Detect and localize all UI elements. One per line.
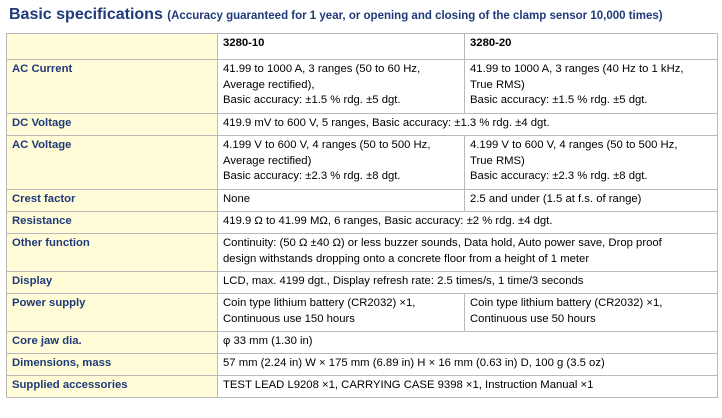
model-header: 3280-10 — [218, 34, 465, 60]
row-label: Crest factor — [7, 190, 218, 212]
spec-cell — [218, 212, 718, 234]
cell-line: 41.99 to 1000 A, 3 ranges (50 to 60 Hz, — [223, 63, 421, 75]
spec-note: (Accuracy guaranteed for 1 year, or opening and closing of the clamp sensor 10,000 times) — [167, 10, 663, 22]
spec-cell — [465, 190, 718, 212]
cell-line: Coin type lithium battery (CR2032) ×1, — [223, 297, 416, 309]
page-title — [9, 6, 663, 24]
spec-cell — [218, 354, 718, 376]
table-row — [7, 212, 718, 234]
table-header-row — [7, 34, 718, 60]
spec-cell — [218, 332, 718, 354]
row-label: DC Voltage — [7, 114, 218, 136]
spec-table — [6, 33, 718, 398]
row-label: Display — [7, 272, 218, 294]
cell-line: Average rectified) — [223, 154, 312, 167]
table-row — [7, 376, 718, 398]
row-label: AC Voltage — [7, 136, 218, 190]
spec-cell — [218, 234, 718, 272]
table-row — [7, 60, 718, 114]
cell-line: 41.99 to 1000 A, 3 ranges (40 Hz to 1 kHz, — [470, 63, 684, 75]
spec-title: Basic specifications — [9, 6, 163, 23]
row-label: Resistance — [7, 212, 218, 234]
spec-cell — [465, 136, 718, 190]
cell-line: True RMS) — [470, 78, 525, 91]
cell-line: Continuity: (50 Ω ±40 Ω) or less buzzer sounds, Data hold, Auto power save, Drop proof — [223, 237, 662, 249]
cell-line: 419.9 mV to 600 V, 5 ranges, Basic accuracy: ±1.3 % rdg. ±4 dgt. — [223, 117, 550, 129]
spec-cell — [218, 60, 465, 114]
cell-line: True RMS) — [470, 154, 525, 167]
row-label: Supplied accessories — [7, 376, 218, 398]
row-label: Dimensions, mass — [7, 354, 218, 376]
spec-cell — [465, 294, 718, 332]
table-row — [7, 354, 718, 376]
cell-line: 2.5 and under (1.5 at f.s. of range) — [470, 193, 642, 205]
cell-line: Basic accuracy: ±2.3 % rdg. ±8 dgt. — [470, 170, 648, 182]
cell-line: LCD, max. 4199 dgt., Display refresh rate: 2.5 times/s, 1 time/3 seconds — [223, 275, 584, 287]
spec-cell — [218, 136, 465, 190]
cell-line: Average rectified), — [223, 78, 315, 91]
table-row — [7, 294, 718, 332]
cell-line: 419.9 Ω to 41.99 MΩ, 6 ranges, Basic accuracy: ±2 % rdg. ±4 dgt. — [223, 215, 553, 227]
cell-line: 4.199 V to 600 V, 4 ranges (50 to 500 Hz, — [223, 139, 431, 151]
cell-line: None — [223, 193, 251, 205]
row-label: Power supply — [7, 294, 218, 332]
cell-line: Basic accuracy: ±1.5 % rdg. ±5 dgt. — [470, 94, 648, 106]
row-label: AC Current — [7, 60, 218, 114]
row-label: Other function — [7, 234, 218, 272]
cell-line: 4.199 V to 600 V, 4 ranges (50 to 500 Hz, — [470, 139, 678, 151]
spec-cell — [218, 114, 718, 136]
cell-line: Basic accuracy: ±2.3 % rdg. ±8 dgt. — [223, 170, 401, 182]
table-row — [7, 234, 718, 272]
spec-cell — [218, 294, 465, 332]
header-corner-cell — [7, 34, 218, 60]
spec-cell — [465, 60, 718, 114]
cell-line: design withstands dropping onto a concrete floor from a height of 1 meter — [223, 252, 590, 265]
cell-line: 57 mm (2.24 in) W × 175 mm (6.89 in) H × 16 mm (0.63 in) D, 100 g (3.5 oz) — [223, 357, 605, 369]
cell-line: TEST LEAD L9208 ×1, CARRYING CASE 9398 ×1, Instruction Manual ×1 — [223, 379, 594, 391]
spec-cell — [218, 376, 718, 398]
cell-line: Continuous use 150 hours — [223, 312, 355, 325]
table-row — [7, 114, 718, 136]
model-header: 3280-20 — [465, 34, 718, 60]
cell-line: Coin type lithium battery (CR2032) ×1, — [470, 297, 663, 309]
cell-line: Basic accuracy: ±1.5 % rdg. ±5 dgt. — [223, 94, 401, 106]
table-row — [7, 332, 718, 354]
row-label: Core jaw dia. — [7, 332, 218, 354]
cell-line: φ 33 mm (1.30 in) — [223, 335, 313, 347]
spec-cell — [218, 272, 718, 294]
table-row — [7, 272, 718, 294]
cell-line: Continuous use 50 hours — [470, 312, 596, 325]
table-row — [7, 136, 718, 190]
table-row — [7, 190, 718, 212]
spec-cell — [218, 190, 465, 212]
